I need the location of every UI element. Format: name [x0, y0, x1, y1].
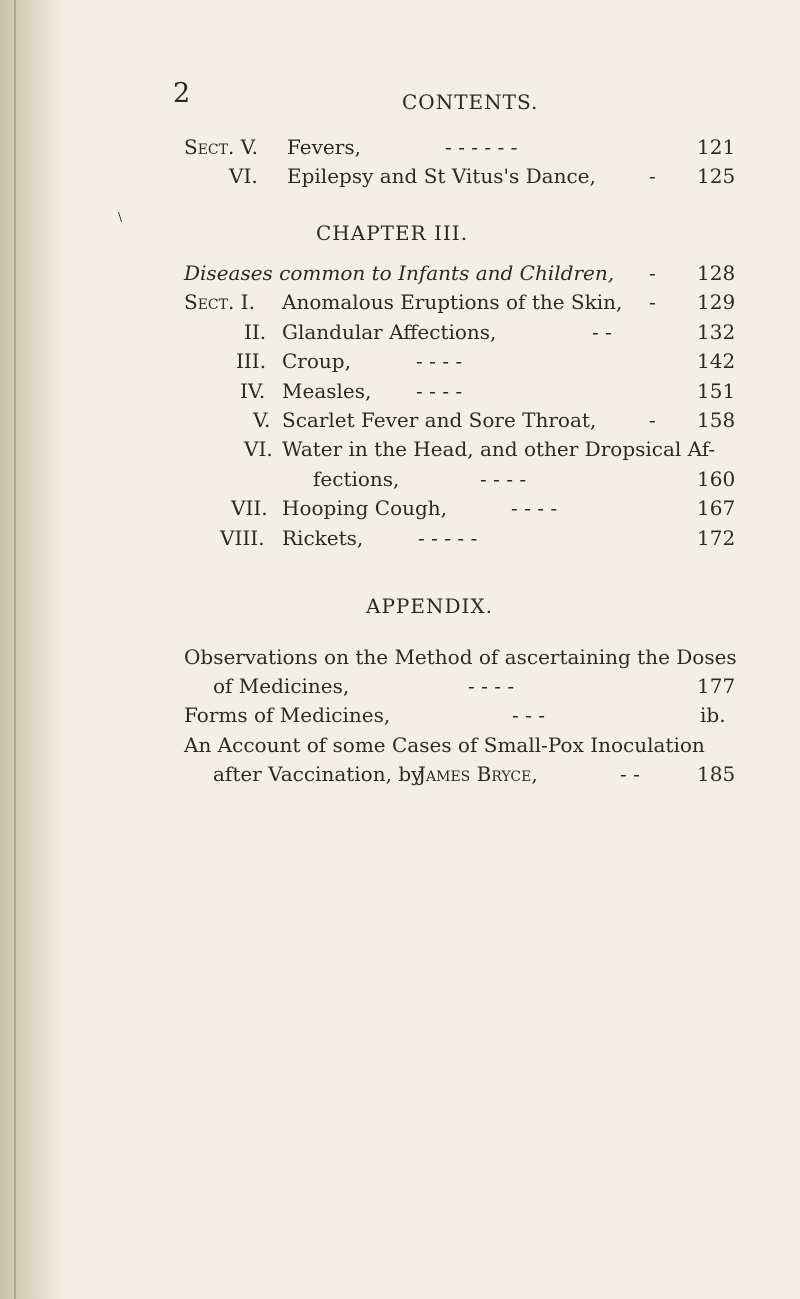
entry-leader: - - - -: [511, 496, 558, 520]
entry-leader: - - - - -: [418, 526, 478, 550]
entry-leader: - - - -: [416, 349, 463, 373]
entry-page: 142: [697, 349, 736, 373]
entry-title: Scarlet Fever and Sore Throat,: [282, 408, 597, 432]
binding-edge: [14, 0, 16, 1299]
entry-leader: -: [649, 164, 656, 188]
entry-title: Rickets,: [282, 526, 364, 550]
entry-page: 121: [697, 135, 736, 159]
appendix-entry-line1: Forms of Medicines,: [184, 703, 391, 727]
ink-mark: \: [118, 210, 123, 224]
entry-title: Fevers,: [287, 135, 361, 159]
entry-page: 132: [697, 320, 736, 344]
page-number: 2: [173, 78, 191, 109]
entry-title: Measles,: [282, 379, 372, 403]
entry-title: Epilepsy and St Vitus's Dance,: [287, 164, 596, 188]
appendix-heading: APPENDIX.: [366, 594, 493, 618]
entry-page: 125: [697, 164, 736, 188]
entry-leader: - - -: [512, 703, 545, 727]
entry-page: 172: [697, 526, 736, 550]
entry-leader: - - - -: [480, 467, 527, 491]
entry-leader: - - - - - -: [445, 135, 518, 159]
entry-page: 167: [697, 496, 736, 520]
entry-sect-label: VI.: [229, 164, 258, 188]
entry-sect-label: VIII.: [220, 526, 265, 550]
entry-leader: -: [649, 408, 656, 432]
entry-leader: -: [649, 290, 656, 314]
appendix-entry-line1: Observations on the Method of ascertaining the Doses: [184, 645, 737, 669]
entry-sect-label: V.: [253, 408, 271, 432]
entry-sect-label: VI.: [244, 437, 273, 461]
appendix-entry-line2: of Medicines,: [213, 674, 350, 698]
entry-sect-label: VII.: [231, 496, 268, 520]
entry-sect-label: III.: [236, 349, 267, 373]
entry-leader: - - - -: [416, 379, 463, 403]
entry-page: 151: [697, 379, 736, 403]
running-head: CONTENTS.: [402, 90, 539, 114]
entry-leader: - - - -: [468, 674, 515, 698]
entry-sect-label: II.: [244, 320, 267, 344]
entry-title: Anomalous Eruptions of the Skin,: [282, 290, 623, 314]
entry-title: Hooping Cough,: [282, 496, 448, 520]
entry-title: Water in the Head, and other Dropsical Af-: [282, 437, 716, 461]
entry-page: ib.: [700, 703, 726, 727]
entry-page: 160: [697, 467, 736, 491]
entry-sect-label: Sect. I.: [184, 290, 255, 314]
entry-title: Glandular Affections,: [282, 320, 497, 344]
entry-page: 158: [697, 408, 736, 432]
chapter-intro-title: Diseases common to Infants and Children,: [184, 261, 615, 285]
entry-page: 177: [697, 674, 736, 698]
entry-leader: - -: [592, 320, 612, 344]
entry-sect-label: Sect. V.: [184, 135, 258, 159]
appendix-entry-line1: An Account of some Cases of Small-Pox Inoculation: [184, 733, 705, 757]
entry-title-continued: fections,: [313, 467, 400, 491]
entry-leader: -: [649, 261, 656, 285]
chapter-heading: CHAPTER III.: [316, 221, 469, 245]
entry-leader: - -: [620, 762, 640, 786]
entry-page: 185: [697, 762, 736, 786]
appendix-entry-author: James Bryce,: [418, 762, 538, 786]
entry-page: 128: [697, 261, 736, 285]
book-spine-shadow: [0, 0, 62, 1299]
appendix-entry-line2: after Vaccination, by: [213, 762, 423, 786]
entry-page: 129: [697, 290, 736, 314]
entry-title: Croup,: [282, 349, 351, 373]
entry-sect-label: IV.: [240, 379, 266, 403]
